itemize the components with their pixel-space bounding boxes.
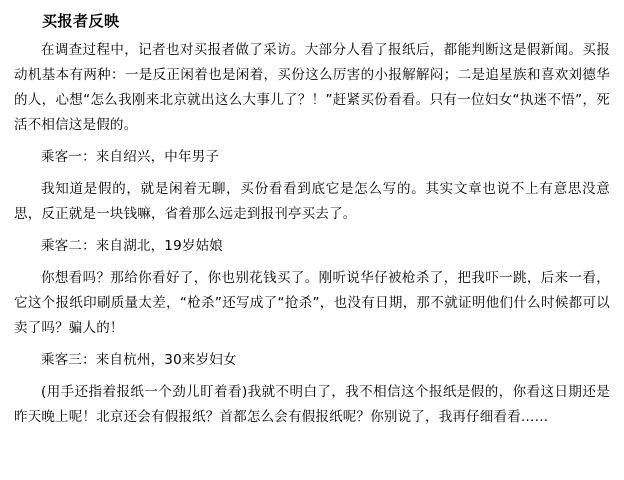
paragraph-passenger-1-label: 乘客一：来自绍兴，中年男子 xyxy=(41,149,220,165)
paragraph-passenger-1-quote: 我知道是假的，就是闲着无聊，买份看看到底它是怎么写的。其实文章也说不上有意思没意思，反正就是一块钱嘛，省着那么远走到报刊亭买去了。 xyxy=(14,181,610,222)
paragraph-passenger-2-quote: 你想看吗？那给你看好了，你也别花钱买了。刚听说华仔被枪杀了，把我吓一跳，后来一看，它这个报纸印刷质量太差，“枪杀”还写成了“抢杀”，也没有日期，那不就证明他们什么时候都可以卖了吗？骗人的！ xyxy=(14,270,610,336)
paragraph-passenger-3-label: 乘客三：来自杭州，30来岁妇女 xyxy=(41,352,237,368)
page-title: 买报者反映 xyxy=(42,12,120,30)
paragraph-passenger-2-label: 乘客二：来自湖北，19岁姑娘 xyxy=(41,238,223,254)
paragraph-intro: 在调查过程中，记者也对买报者做了采访。大部分人看了报纸后，都能判断这是假新闻。买报动机基本有两种：一是反正闲着也是闲着，买份这么厉害的小报解解闷；二是追星族和喜欢刘德华的人，心想“怎么我刚来北京就出这么大事儿了？！”赶紧买份看看。只有一位妇女“执迷不悟”，死活不相信这是假的。 xyxy=(14,42,610,133)
paragraph-passenger-3-quote: (用手还指着报纸一个劲儿盯着看)我就不明白了，我不相信这个报纸是假的，你看这日期还是昨天晚上呢！北京还会有假报纸？首都怎么会有假报纸呢？你别说了，我再仔细看看…… xyxy=(14,384,610,425)
